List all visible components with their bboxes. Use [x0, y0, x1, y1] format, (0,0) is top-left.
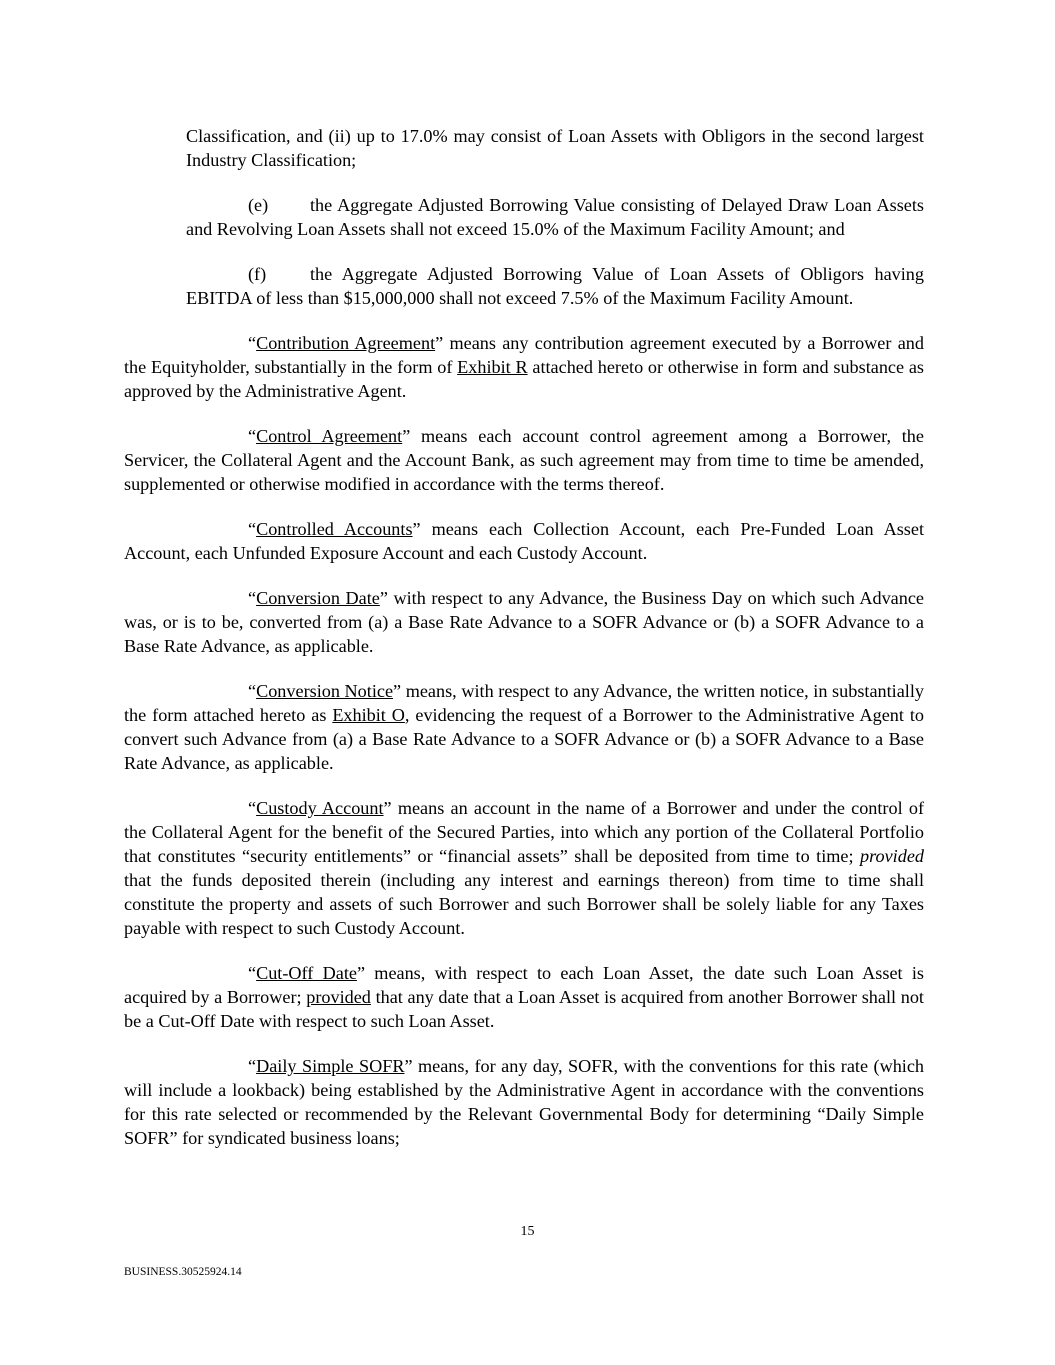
text-run: ” means any contribution agreement executed by a Borrower and the Equityholder, substantially in the form of: [124, 333, 924, 377]
text-run: attached hereto or otherwise in form and substance as approved by the Administrative Agent.: [124, 357, 924, 401]
text-run: ” means, for any day, SOFR, with the conventions for this rate (which will include a lookback) being established by the Administrative Agent in accordance with the conventions for this rate selected or recommended by the Relevant Governmental Body for determining “Daily Simple SOFR” for syndicated business loans;: [124, 1056, 925, 1148]
document-body: [124, 124, 924, 1171]
text-run: “: [248, 1056, 257, 1076]
text-run: ” means each Collection Account, each Pre-Funded Loan Asset Account, each Unfunded Exposure Account and each Custody Account.: [124, 519, 924, 563]
defined-term: Exhibit O: [332, 705, 405, 725]
text-run: “: [248, 963, 257, 983]
text-run: Classification, and (ii) up to 17.0% may consist of Loan Assets with Obligors in the second largest Industry Classification;: [186, 126, 924, 170]
definition-paragraph: [124, 679, 924, 775]
clause-label: (f): [248, 264, 267, 284]
text-run: “: [248, 519, 257, 539]
defined-term: Custody Account: [256, 798, 384, 818]
text-run: “: [248, 426, 257, 446]
defined-term: Cut-Off Date: [256, 963, 357, 983]
emphasis-text: provided: [860, 846, 924, 866]
defined-term: Contribution Agreement: [256, 333, 436, 353]
clause-paragraph: [186, 193, 924, 241]
text-run: ” means an account in the name of a Borrower and under the control of the Collateral Agent for the benefit of the Secured Parties, into which any portion of the Collateral Portfolio that constitutes “security entitlements” or “financial assets” shall be deposited from time to time;: [124, 798, 925, 866]
definition-paragraph: [124, 331, 924, 403]
text-run: the Aggregate Adjusted Borrowing Value of Loan Assets of Obligors having EBITDA of less than $15,000,000 shall not exceed 7.5% of the Maximum Facility Amount.: [186, 264, 924, 308]
text-run: that the funds deposited therein (including any interest and earnings thereon) from time to time shall constitute the property and assets of such Borrower and such Borrower shall be solely liable for any Taxes payable with respect to such Custody Account.: [124, 870, 924, 938]
defined-term: Exhibit R: [457, 357, 528, 377]
clause-label: (e): [248, 195, 269, 215]
text-run: “: [248, 681, 257, 701]
defined-term: Conversion Notice: [256, 681, 394, 701]
text-run: the Aggregate Adjusted Borrowing Value consisting of Delayed Draw Loan Assets and Revolving Loan Assets shall not exceed 15.0% of the Maximum Facility Amount; and: [186, 195, 924, 239]
text-run: ” with respect to any Advance, the Business Day on which such Advance was, or is to be, converted from (a) a Base Rate Advance to a SOFR Advance or (b) a SOFR Advance to a Base Rate Advance, as applicable.: [124, 588, 924, 656]
definition-paragraph: [124, 424, 924, 496]
definition-paragraph: [124, 1054, 924, 1150]
text-run: “: [248, 588, 257, 608]
defined-term: Controlled Accounts: [256, 519, 413, 539]
defined-term: Conversion Date: [256, 588, 380, 608]
defined-term: Control Agreement: [256, 426, 403, 446]
clause-paragraph: [186, 124, 924, 172]
page-number: 15: [520, 1224, 535, 1239]
text-run: ” means each account control agreement among a Borrower, the Servicer, the Collateral Agent and the Account Bank, as such agreement may from time to time be amended, supplemented or otherwise modified in accordance with the terms thereof.: [124, 426, 924, 494]
text-run: that any date that a Loan Asset is acquired from another Borrower shall not be a Cut-Off Date with respect to such Loan Asset.: [124, 987, 924, 1031]
text-run: “: [248, 333, 257, 353]
document-id-footer: BUSINESS.30525924.14: [124, 1266, 242, 1278]
text-run: , evidencing the request of a Borrower to the Administrative Agent to convert such Advance from (a) a Base Rate Advance to a SOFR Advance or (b) a SOFR Advance to a Base Rate Advance, as applicable.: [124, 705, 925, 773]
definition-paragraph: [124, 517, 924, 565]
defined-term: Daily Simple SOFR: [256, 1056, 405, 1076]
clause-paragraph: [186, 262, 924, 310]
text-run: “: [248, 798, 257, 818]
definition-paragraph: [124, 586, 924, 658]
text-run: ” means, with respect to each Loan Asset, the date such Loan Asset is acquired by a Borrower;: [124, 963, 924, 1007]
text-run: ” means, with respect to any Advance, the written notice, in substantially the form attached hereto as: [124, 681, 924, 725]
definition-paragraph: [124, 796, 924, 940]
defined-term: provided: [306, 987, 371, 1007]
definition-paragraph: [124, 961, 924, 1033]
